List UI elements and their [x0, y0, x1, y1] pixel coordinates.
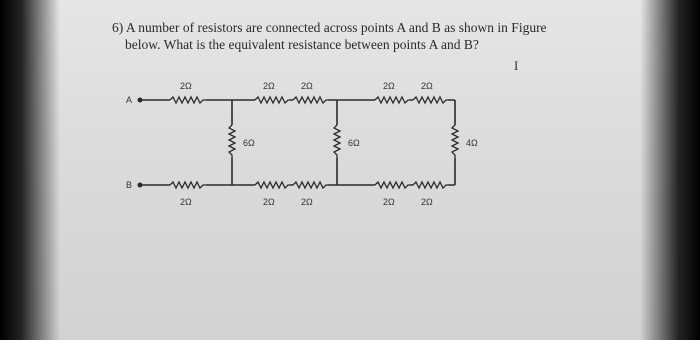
question-line-1: 6) A number of resistors are connected across points A and B as shown in Figure: [112, 20, 547, 35]
resistor-bottom-5: [413, 182, 448, 188]
dark-right-edge: [640, 0, 700, 340]
resistor-bottom-2: [255, 182, 290, 188]
label-bottom-5: 2Ω: [421, 197, 433, 207]
resistor-top-2: [255, 97, 290, 103]
resistor-vertical-2: [334, 125, 340, 158]
resistor-top-5: [413, 97, 448, 103]
resistor-top-1: [170, 97, 206, 103]
page-bottom-strip: [0, 340, 700, 350]
label-top-2: 2Ω: [263, 81, 275, 91]
label-bottom-4: 2Ω: [383, 197, 395, 207]
label-top-5: 2Ω: [421, 81, 433, 91]
resistor-bottom-3: [293, 182, 328, 188]
resistor-top-3: [293, 97, 328, 103]
label-vertical-2: 6Ω: [348, 138, 360, 148]
label-top-4: 2Ω: [383, 81, 395, 91]
resistor-vertical-3: [452, 125, 458, 158]
label-vertical-3: 4Ω: [466, 138, 478, 148]
label-bottom-1: 2Ω: [180, 197, 192, 207]
resistor-vertical-1: [229, 125, 235, 158]
question-line-2: below. What is the equivalent resistance between points A and B?: [125, 37, 479, 52]
label-bottom-2: 2Ω: [263, 197, 275, 207]
resistor-bottom-1: [170, 182, 206, 188]
text-cursor-icon: I: [514, 58, 519, 73]
dark-left-edge: [0, 0, 60, 340]
resistor-top-4: [375, 97, 410, 103]
label-bottom-3: 2Ω: [301, 197, 313, 207]
label-vertical-1: 6Ω: [243, 138, 255, 148]
terminal-b-label: B: [126, 180, 133, 190]
terminal-a-label: A: [126, 95, 133, 105]
label-top-3: 2Ω: [301, 81, 313, 91]
label-top-1: 2Ω: [180, 81, 192, 91]
resistor-bottom-4: [375, 182, 410, 188]
